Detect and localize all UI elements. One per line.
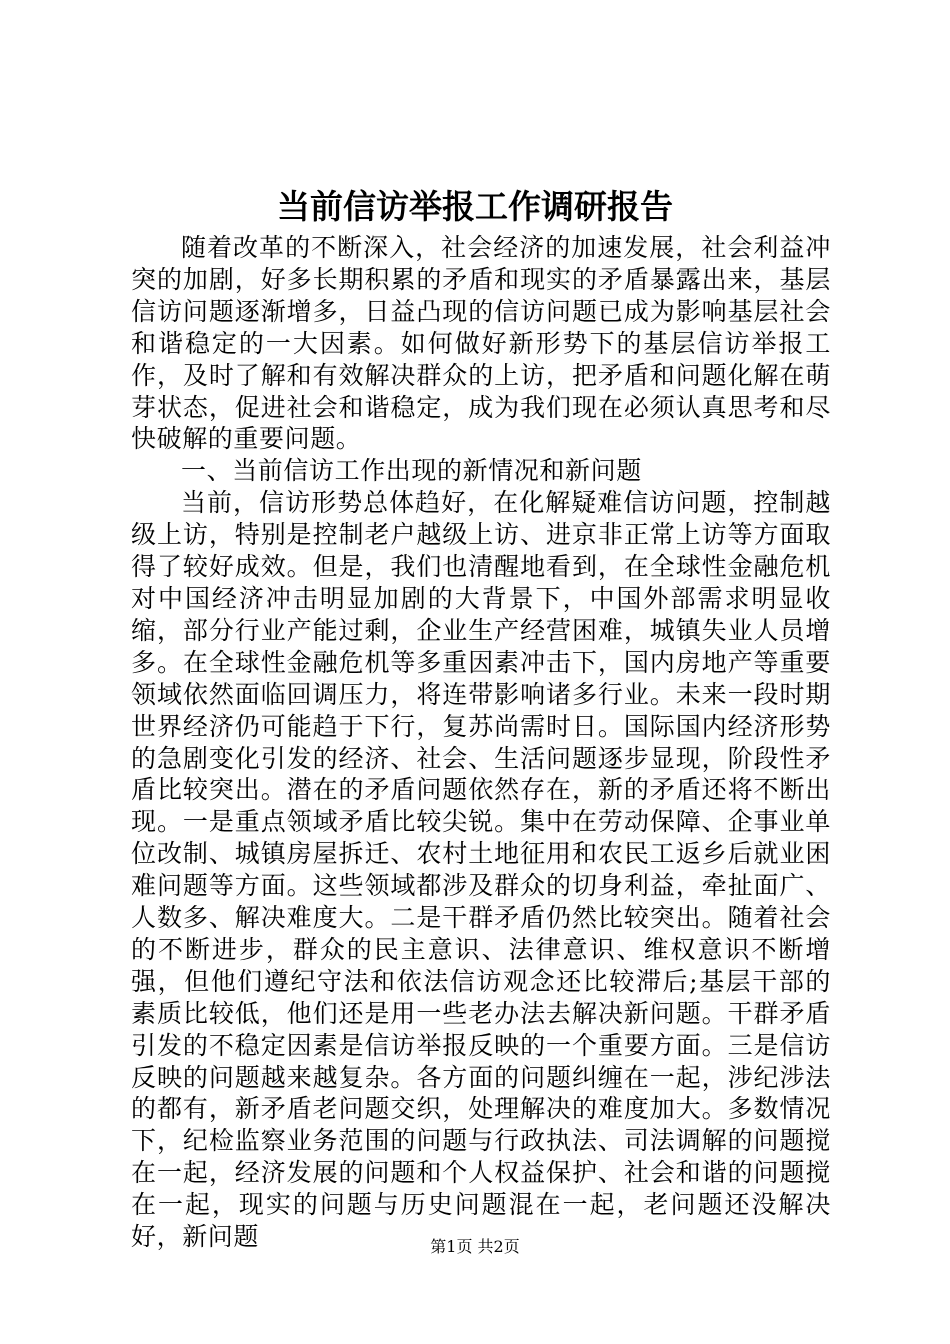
page-footer: 第1页 共2页 [430,1237,520,1256]
section-heading: 一、当前信访工作出现的新情况和新问题 [181,456,642,486]
body-paragraph: 当前，信访形势总体趋好，在化解疑难信访问题，控制越级上访，特别是控制老户越级上访、进京非正常上访等方面取得了较好成效。但是，我们也清醒地看到，在全球性金融危机对中国经济冲击明显加剧的大背景下，中国外部需求明显收缩，部分行业产能过剩，企业生产经营困难，城镇失业人员增多。在全球性金融危机等多重因素冲击下，国内房地产等重要领域依然面临回调压力，将连带影响诸多行业。未来一段时期世界经济仍可能趋于下行，复苏尚需时日。国际国内经济形势的急剧变化引发的经济、社会、生活问题逐步显现，阶段性矛盾比较突出。潜在的矛盾问题依然存在，新的矛盾还将不断出现。一是重点领域矛盾比较尖锐。集中在劳动保障、企事业单位改制、城镇房屋拆迁、农村土地征用和农民工返乡后就业困难问题等方面。这些领域都涉及群众的切身利益，牵扯面广、人数多、解决难度大。二是干群矛盾仍然比较突出。随着社会的不断进步，群众的民主意识、法律意识、维权意识不断增强，但他们遵纪守法和依法信访观念还比较滞后;基层干部的素质比较低，他们还是用一些老办法去解决新问题。干群矛盾引发的不稳定因素是信访举报反映的一个重要方面。三是信访反映的问题越来越复杂。各方面的问题纠缠在一起，涉纪涉法的都有，新矛盾老问题交织，处理解决的难度加大。多数情况下，纪检监察业务范围的问题与行政执法、司法调解的问题搅在一起，经济发展的问题和个人权益保护、社会和谐的问题搅在一起，现实的问题与历史问题混在一起，老问题还没解决好，新问题 [131,488,831,1252]
intro-paragraph: 随着改革的不断深入，社会经济的加速发展，社会利益冲突的加剧，好多长期积累的矛盾和现实的矛盾暴露出来，基层信访问题逐渐增多，日益凸现的信访问题已成为影响基层社会和谐稳定的一大因素。如何做好新形势下的基层信访举报工作，及时了解和有效解决群众的上访，把矛盾和问题化解在萌芽状态，促进社会和谐稳定，成为我们现在必须认真思考和尽快破解的重要问题。 [131,233,831,454]
document-body [131,232,831,1253]
document-title: 当前信访举报工作调研报告 [277,187,673,226]
